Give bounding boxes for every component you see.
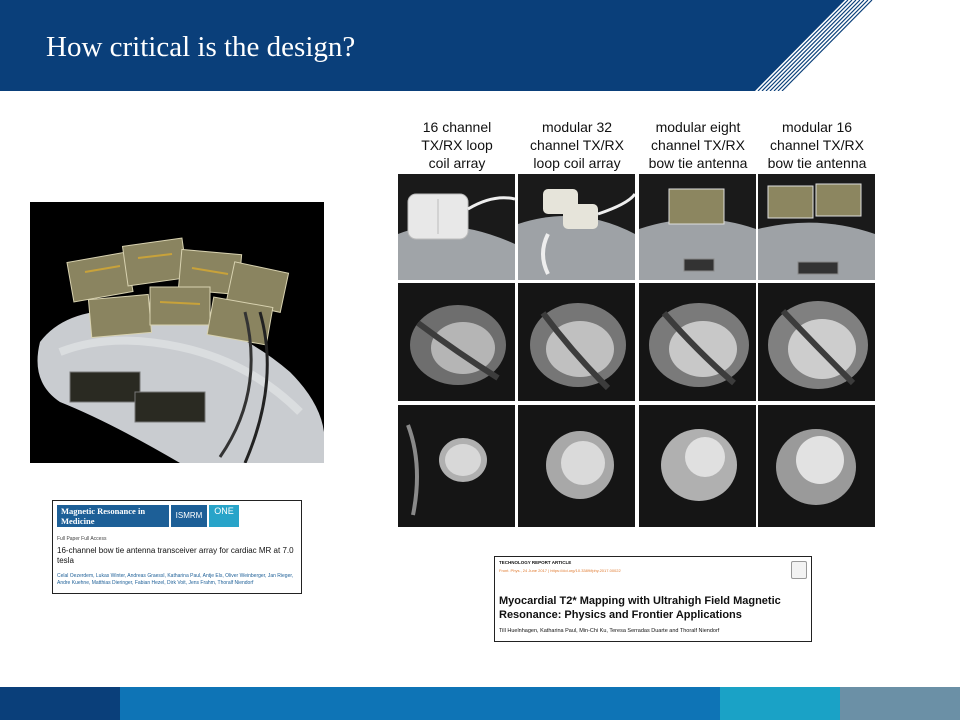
slide-title: How critical is the design? [46, 31, 356, 63]
paper-title[interactable]: 16-channel bow tie antenna transceiver array for cardiac MR at 7.0 tesla [57, 546, 294, 565]
one-badge: ONE [209, 505, 239, 527]
article-title[interactable]: Myocardial T2* Mapping with Ultrahigh Field Magnetic Resonance: Physics and Frontier Applications [499, 595, 781, 621]
mri-long-axis-2 [518, 283, 635, 401]
footer-segment-4 [840, 687, 960, 720]
footer-segment-2 [120, 687, 720, 720]
mri-short-axis-4 [758, 405, 875, 527]
paper-authors: Celal Oezerdem, Lukas Winter, Andreas Graessl, Katharina Paul, Antje Els, Oliver Weinberger, Jan Rieger, Andre Kuehne, Matthias Dieringer, Fabian Hezel, Dirk Voit, Jens Frahm, Thoralf Niendorf [57, 573, 294, 586]
journal-banner: Magnetic Resonance in Medicine [57, 505, 169, 527]
column-header-4: modular 16 channel TX/RX bow tie antenna [767, 119, 867, 171]
coil-array-photo [30, 202, 324, 463]
footer-segment-3 [720, 687, 840, 720]
mri-short-axis-1 [398, 405, 515, 527]
coil-photo-bowtie-8 [639, 174, 756, 280]
coil-photo-loop-32 [518, 174, 635, 280]
footer-segment-1 [0, 687, 120, 720]
coil-photo-bowtie-16 [758, 174, 875, 280]
ismrm-logo: ISMRM [171, 505, 207, 527]
mri-long-axis-3 [639, 283, 756, 401]
article-type: TECHNOLOGY REPORT ARTICLE [499, 560, 572, 565]
mri-short-axis-3 [639, 405, 756, 527]
paper-card-mrm[interactable] [52, 500, 302, 594]
coil-photo-loop-16 [398, 174, 515, 280]
paper-card-frontiers[interactable] [494, 556, 812, 642]
mri-long-axis-4 [758, 283, 875, 401]
mri-long-axis-1 [398, 283, 515, 401]
header-band [0, 0, 960, 91]
journal-badge-icon [791, 561, 807, 579]
paper-meta: Full Paper Full Access [57, 536, 107, 542]
column-header-1: 16 channel TX/RX loop coil array [421, 119, 493, 171]
mri-short-axis-2 [518, 405, 635, 527]
article-authors: Till Huelnhagen, Katharina Paul, Min-Chi Ku, Teresa Serradas Duarte and Thoralf Niendorf [499, 628, 720, 634]
column-header-3: modular eight channel TX/RX bow tie antenna [648, 119, 748, 171]
article-meta[interactable]: Front. Phys., 24 June 2017 | https://doi.org/10.3389/fphy.2017.00022 [499, 568, 621, 573]
column-header-2: modular 32 channel TX/RX loop coil array [530, 119, 624, 171]
